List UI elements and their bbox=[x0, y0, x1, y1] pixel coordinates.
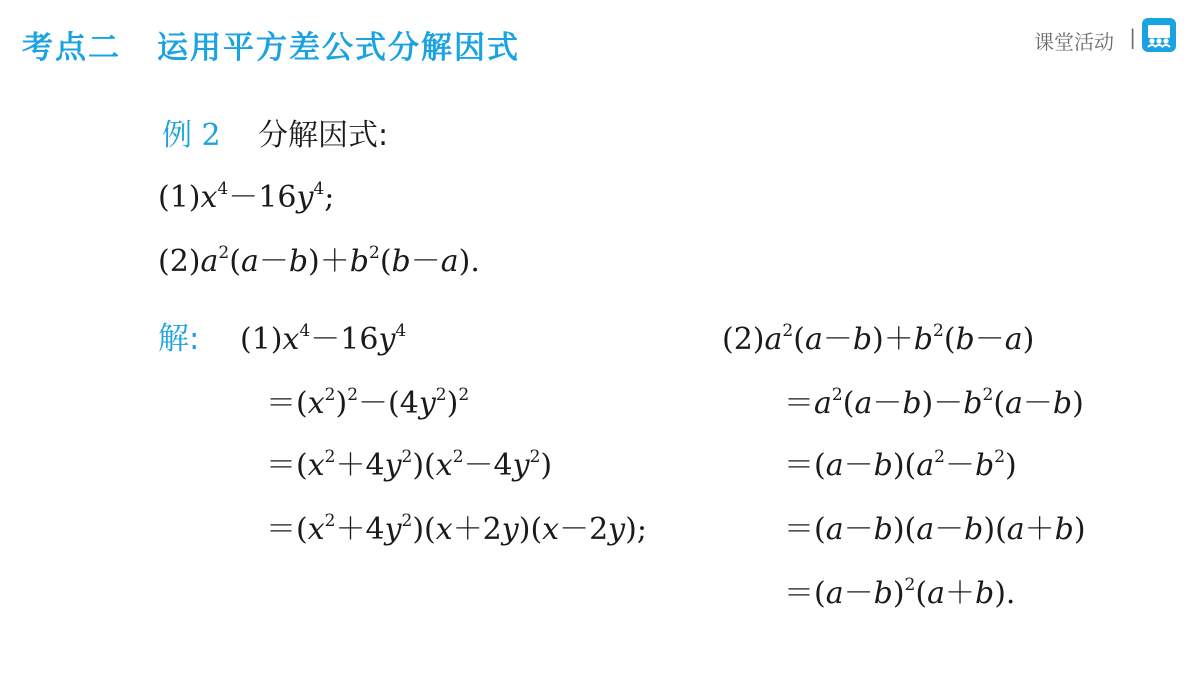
problem-1: $(1)x^4-16y^4$; bbox=[158, 179, 335, 215]
solution-2-line-4: $=(a-b)^2(a+b)$. bbox=[784, 575, 1016, 611]
solution-2-line-2: $=(a-b)(a^2-b^2)$ bbox=[784, 447, 1017, 483]
solution-1-line-1: $=(x^2)^2-(4y^2)^2$ bbox=[266, 385, 470, 421]
solution-2-line-1: $=a^2(a-b)-b^2(a-b)$ bbox=[784, 385, 1084, 421]
example-number: 2 bbox=[201, 118, 221, 153]
problem-2: $(2)a^2(a-b)+b^2(b-a)$. bbox=[158, 243, 480, 279]
solution-2-line-3: ＝(a－b)(a－b)(a＋b) bbox=[784, 512, 1086, 547]
activity-label: 课堂活动 bbox=[1034, 30, 1114, 54]
section-number: 考点二 bbox=[22, 30, 121, 66]
solution-1-line-3: $=(x^2+4y^2)(x+2y)(x-2y)$; bbox=[266, 511, 647, 547]
example-title: 分解因式: bbox=[258, 118, 389, 153]
classroom-people-icon bbox=[1142, 18, 1176, 52]
example-label: 例 2 bbox=[162, 118, 221, 153]
section-title bbox=[22, 22, 520, 67]
solution-1-line-2: $=(x^2+4y^2)(x^2-4y^2)$ bbox=[266, 447, 553, 483]
section-topic: 运用平方差公式分解因式 bbox=[157, 30, 520, 66]
solution-1-line-0: $(1)x^4-16y^4$ bbox=[240, 321, 407, 357]
header-separator: | bbox=[1129, 25, 1136, 49]
solution-2-line-0: $(2)a^2(a-b)+b^2(b-a)$ bbox=[722, 321, 1035, 357]
solution-label: 解: bbox=[158, 321, 200, 357]
